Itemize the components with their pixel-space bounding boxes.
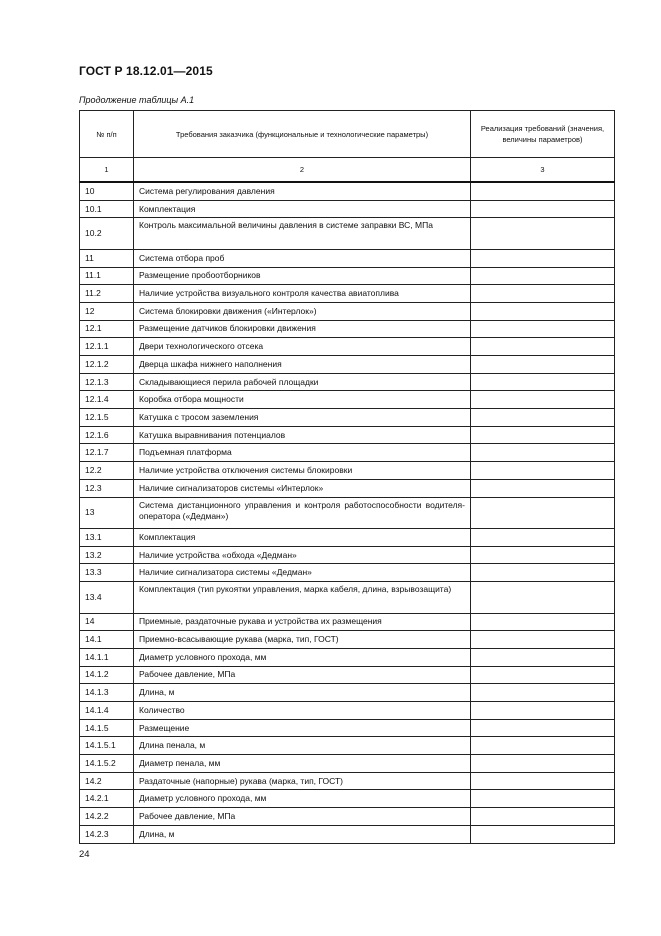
row-implementation (471, 497, 615, 529)
table-row (80, 462, 615, 480)
row-requirement: Складывающиеся перила рабочей площадки (134, 373, 471, 391)
header-cell-requirements: Требования заказчика (функциональные и технологические параметры) (134, 111, 471, 158)
row-requirement: Приемные, раздаточные рукава и устройства их размещения (134, 613, 471, 631)
row-implementation (471, 719, 615, 737)
row-requirement: Система отбора проб (134, 249, 471, 267)
table-row (80, 719, 615, 737)
row-implementation (471, 790, 615, 808)
row-number: 14.2.3 (80, 825, 134, 843)
row-number: 12.2 (80, 462, 134, 480)
column-number-1: 1 (80, 158, 134, 183)
row-number: 14 (80, 613, 134, 631)
table-row (80, 338, 615, 356)
row-implementation (471, 267, 615, 285)
row-implementation (471, 391, 615, 409)
row-number: 12.1.1 (80, 338, 134, 356)
column-number-3: 3 (471, 158, 615, 183)
table-row (80, 479, 615, 497)
row-number: 12.1 (80, 320, 134, 338)
table-row (80, 808, 615, 826)
row-requirement: Длина, м (134, 825, 471, 843)
row-number: 14.1.5.2 (80, 755, 134, 773)
row-requirement: Наличие устройства визуального контроля качества авиатоплива (134, 285, 471, 303)
table-header-row (80, 111, 615, 158)
table-row (80, 564, 615, 582)
row-number: 14.2.2 (80, 808, 134, 826)
row-requirement: Диаметр условного прохода, мм (134, 648, 471, 666)
table-row (80, 200, 615, 218)
row-number: 10.2 (80, 218, 134, 250)
table-row (80, 267, 615, 285)
row-implementation (471, 737, 615, 755)
row-number: 14.1 (80, 631, 134, 649)
table-row (80, 613, 615, 631)
table-row (80, 249, 615, 267)
row-requirement: Комплектация (134, 529, 471, 547)
row-implementation (471, 320, 615, 338)
row-implementation (471, 444, 615, 462)
row-number: 12.1.2 (80, 356, 134, 374)
row-implementation (471, 546, 615, 564)
table-row (80, 582, 615, 614)
table-row (80, 444, 615, 462)
row-implementation (471, 426, 615, 444)
row-requirement: Наличие устройства «обхода «Дедман» (134, 546, 471, 564)
row-number: 12.3 (80, 479, 134, 497)
table-row (80, 702, 615, 720)
table-caption: Продолжение таблицы А.1 (79, 95, 195, 105)
row-requirement: Диаметр пенала, мм (134, 755, 471, 773)
row-number: 13.3 (80, 564, 134, 582)
table-row (80, 772, 615, 790)
row-number: 10.1 (80, 200, 134, 218)
table-row (80, 497, 615, 529)
row-number: 13.2 (80, 546, 134, 564)
row-implementation (471, 302, 615, 320)
row-requirement: Система блокировки движения («Интерлок») (134, 302, 471, 320)
row-implementation (471, 218, 615, 250)
row-requirement: Рабочее давление, МПа (134, 808, 471, 826)
table-row (80, 409, 615, 427)
row-requirement: Размещение (134, 719, 471, 737)
row-implementation (471, 613, 615, 631)
row-implementation (471, 684, 615, 702)
row-implementation (471, 772, 615, 790)
row-implementation (471, 825, 615, 843)
row-requirement: Рабочее давление, МПа (134, 666, 471, 684)
row-number: 12.1.5 (80, 409, 134, 427)
row-number: 14.2.1 (80, 790, 134, 808)
row-requirement: Коробка отбора мощности (134, 391, 471, 409)
row-requirement: Подъемная платформа (134, 444, 471, 462)
row-requirement: Количество (134, 702, 471, 720)
table-row (80, 285, 615, 303)
row-requirement: Контроль максимальной величины давления в системе заправки ВС, МПа (134, 218, 471, 250)
table-row (80, 320, 615, 338)
row-requirement: Наличие сигнализаторов системы «Интерлок» (134, 479, 471, 497)
row-number: 13.1 (80, 529, 134, 547)
table-row (80, 666, 615, 684)
row-implementation (471, 285, 615, 303)
row-requirement: Система регулирования давления (134, 182, 471, 200)
row-implementation (471, 582, 615, 614)
row-requirement: Катушка с тросом заземления (134, 409, 471, 427)
row-implementation (471, 529, 615, 547)
column-number-2: 2 (134, 158, 471, 183)
row-requirement: Раздаточные (напорные) рукава (марка, тип, ГОСТ) (134, 772, 471, 790)
row-number: 12.1.3 (80, 373, 134, 391)
table-row (80, 648, 615, 666)
row-number: 14.1.5.1 (80, 737, 134, 755)
table-row (80, 684, 615, 702)
table-row (80, 426, 615, 444)
row-number: 14.1.2 (80, 666, 134, 684)
table-row (80, 825, 615, 843)
page-number: 24 (79, 849, 90, 860)
requirements-table (79, 110, 615, 844)
row-requirement: Наличие устройства отключения системы блокировки (134, 462, 471, 480)
row-implementation (471, 564, 615, 582)
row-implementation (471, 409, 615, 427)
row-number: 14.2 (80, 772, 134, 790)
row-requirement: Наличие сигнализатора системы «Дедман» (134, 564, 471, 582)
document-code: ГОСТ Р 18.12.01—2015 (79, 64, 213, 78)
table-row (80, 755, 615, 773)
table-row (80, 391, 615, 409)
row-requirement: Двери технологического отсека (134, 338, 471, 356)
row-implementation (471, 479, 615, 497)
table-row (80, 356, 615, 374)
row-number: 12.1.4 (80, 391, 134, 409)
row-requirement: Дверца шкафа нижнего наполнения (134, 356, 471, 374)
row-requirement: Длина пенала, м (134, 737, 471, 755)
row-implementation (471, 648, 615, 666)
row-implementation (471, 808, 615, 826)
row-number: 14.1.5 (80, 719, 134, 737)
table-row (80, 737, 615, 755)
table-row (80, 790, 615, 808)
row-requirement: Размещение пробоотборников (134, 267, 471, 285)
row-number: 12.1.6 (80, 426, 134, 444)
row-requirement: Комплектация (тип рукоятки управления, марка кабеля, длина, взрывозащита) (134, 582, 471, 614)
row-implementation (471, 666, 615, 684)
row-implementation (471, 249, 615, 267)
row-implementation (471, 631, 615, 649)
row-implementation (471, 356, 615, 374)
row-implementation (471, 182, 615, 200)
row-implementation (471, 462, 615, 480)
column-number-row (80, 158, 615, 183)
row-number: 13 (80, 497, 134, 529)
row-implementation (471, 702, 615, 720)
table-row (80, 631, 615, 649)
row-number: 11.2 (80, 285, 134, 303)
row-number: 12 (80, 302, 134, 320)
row-number: 14.1.4 (80, 702, 134, 720)
row-implementation (471, 200, 615, 218)
row-number: 14.1.1 (80, 648, 134, 666)
table-row (80, 302, 615, 320)
row-requirement: Система дистанционного управления и контроля работоспособности водителя-оператора («Дедман») (134, 497, 471, 529)
header-cell-implementation: Реализация требований (значения, величины параметров) (471, 111, 615, 158)
row-requirement: Комплектация (134, 200, 471, 218)
table-row (80, 218, 615, 250)
row-requirement: Приемно-всасывающие рукава (марка, тип, ГОСТ) (134, 631, 471, 649)
row-number: 13.4 (80, 582, 134, 614)
row-implementation (471, 338, 615, 356)
row-number: 11.1 (80, 267, 134, 285)
row-implementation (471, 373, 615, 391)
row-number: 12.1.7 (80, 444, 134, 462)
table-row (80, 546, 615, 564)
table-row (80, 373, 615, 391)
table-row (80, 182, 615, 200)
row-requirement: Размещение датчиков блокировки движения (134, 320, 471, 338)
row-number: 10 (80, 182, 134, 200)
table-row (80, 529, 615, 547)
header-cell-number: № п/п (80, 111, 134, 158)
row-number: 11 (80, 249, 134, 267)
row-requirement: Диаметр условного прохода, мм (134, 790, 471, 808)
row-implementation (471, 755, 615, 773)
row-number: 14.1.3 (80, 684, 134, 702)
row-requirement: Катушка выравнивания потенциалов (134, 426, 471, 444)
row-requirement: Длина, м (134, 684, 471, 702)
